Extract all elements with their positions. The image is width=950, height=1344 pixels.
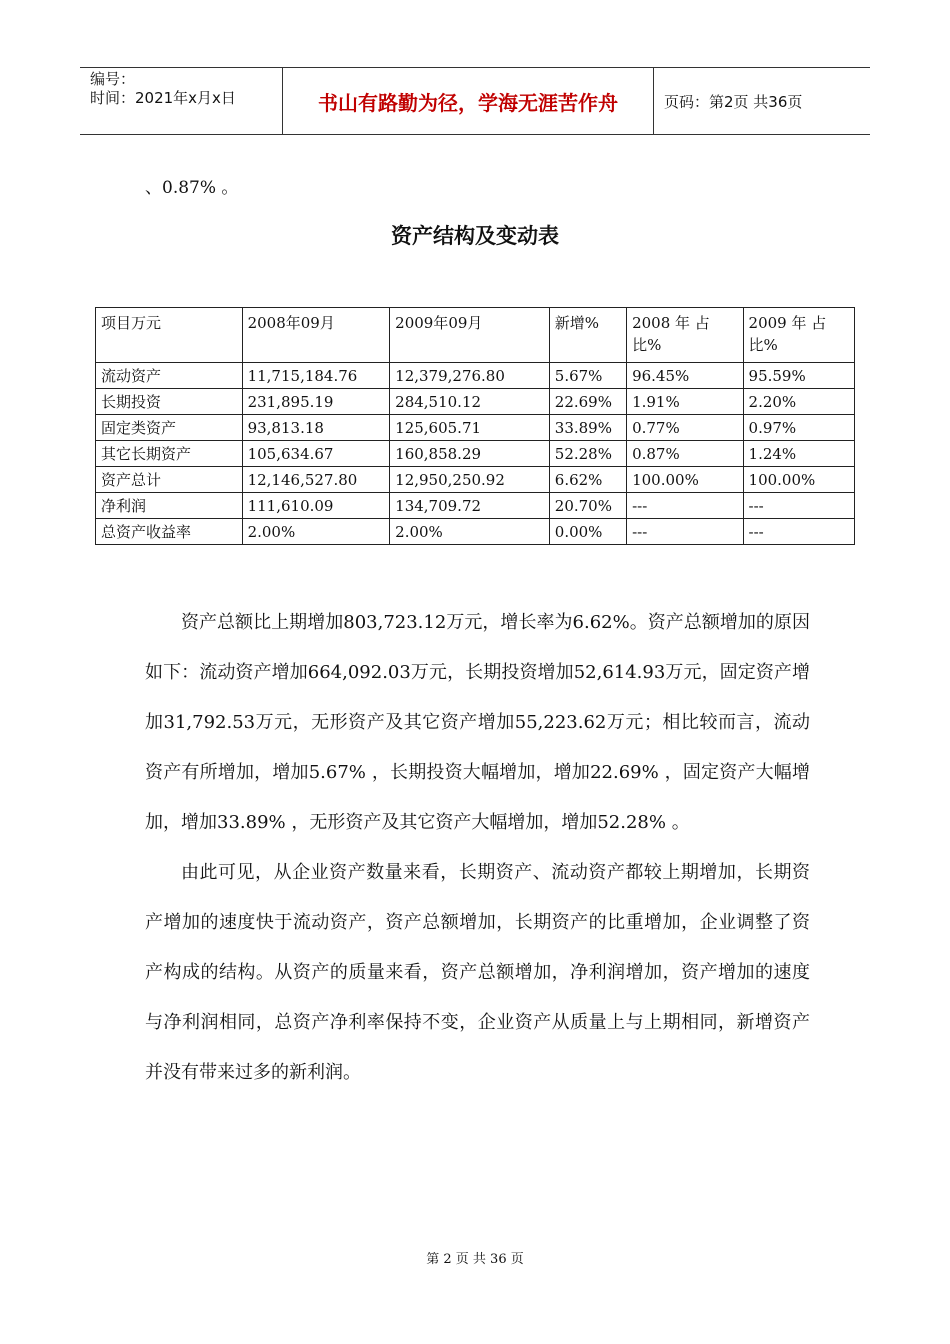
table-header-cell: 2008年09月 <box>242 308 390 363</box>
table-header-cell: 项目万元 <box>96 308 243 363</box>
table-cell: 134,709.72 <box>390 493 550 519</box>
table-row <box>96 519 855 545</box>
table-cell: --- <box>627 519 743 545</box>
header-motto: 书山有路勤为径，学海无涯苦作舟 <box>282 68 654 134</box>
table-cell: 0.97% <box>743 415 854 441</box>
table-cell: 流动资产 <box>96 363 243 389</box>
table-cell: 20.70% <box>549 493 626 519</box>
table-title: 资产结构及变动表 <box>391 224 559 248</box>
table-cell: 总资产收益率 <box>96 519 243 545</box>
body-text <box>145 598 810 1098</box>
table-cell: 11,715,184.76 <box>242 363 390 389</box>
table-cell: --- <box>743 519 854 545</box>
table-cell: 100.00% <box>743 467 854 493</box>
table-header-cell: 新增% <box>549 308 626 363</box>
table-cell: 2.20% <box>743 389 854 415</box>
table-row <box>96 389 855 415</box>
page-footer: 第 2 页 共 36 页 <box>426 1252 524 1267</box>
table-cell: --- <box>627 493 743 519</box>
table-cell: 0.00% <box>549 519 626 545</box>
table-cell: 5.67% <box>549 363 626 389</box>
table-cell: 12,146,527.80 <box>242 467 390 493</box>
table-cell: 160,858.29 <box>390 441 550 467</box>
table-header-cell: 2009年09月 <box>390 308 550 363</box>
table-cell: 231,895.19 <box>242 389 390 415</box>
table-cell: 52.28% <box>549 441 626 467</box>
table-cell: 95.59% <box>743 363 854 389</box>
table-cell: 22.69% <box>549 389 626 415</box>
table-cell: 0.77% <box>627 415 743 441</box>
table-cell: 1.91% <box>627 389 743 415</box>
table-cell: 2.00% <box>242 519 390 545</box>
table-cell: 资产总计 <box>96 467 243 493</box>
document-time-label: 时间：2021年x月x日 <box>90 89 236 107</box>
table-cell: --- <box>743 493 854 519</box>
asset-structure-table <box>95 307 855 545</box>
table-row <box>96 415 855 441</box>
header-meta <box>80 68 282 134</box>
document-number-label: 编号： <box>90 70 136 88</box>
table-cell: 0.87% <box>627 441 743 467</box>
table-row <box>96 363 855 389</box>
table-cell: 其它长期资产 <box>96 441 243 467</box>
table-header-cell: 2009 年 占比% <box>743 308 854 363</box>
table-cell: 长期投资 <box>96 389 243 415</box>
table-header-cell: 2008 年 占比% <box>627 308 743 363</box>
table-header-row <box>96 308 855 363</box>
table-cell: 96.45% <box>627 363 743 389</box>
header-page-code: 页码：第2页 共36页 <box>664 92 803 111</box>
table-cell: 125,605.71 <box>390 415 550 441</box>
table-cell: 净利润 <box>96 493 243 519</box>
table-cell: 111,610.09 <box>242 493 390 519</box>
paragraph: 资产总额比上期增加803,723.12万元，增长率为6.62%。资产总额增加的原因如下：流动资产增加664,092.03万元，长期投资增加52,614.93万元，固定资产增加31,792.53万元，无形资产及其它资产增加55,223.62万元；相比较而言，流动资产有所增加，增加5.67% ，长期投资大幅增加，增加22.69% ，固定资产大幅增加，增加33.89% ，无形资产及其它资产大幅增加，增加52.28% 。 <box>145 612 810 833</box>
table-cell: 100.00% <box>627 467 743 493</box>
table-cell: 33.89% <box>549 415 626 441</box>
table-cell: 固定类资产 <box>96 415 243 441</box>
table-row <box>96 441 855 467</box>
table-cell: 284,510.12 <box>390 389 550 415</box>
table-cell: 1.24% <box>743 441 854 467</box>
table-row <box>96 467 855 493</box>
table-cell: 2.00% <box>390 519 550 545</box>
table-row <box>96 493 855 519</box>
table-cell: 12,379,276.80 <box>390 363 550 389</box>
text-fragment: 、0.87% 。 <box>145 178 239 198</box>
page-header <box>80 67 870 135</box>
table-cell: 12,950,250.92 <box>390 467 550 493</box>
table-cell: 93,813.18 <box>242 415 390 441</box>
paragraph: 由此可见，从企业资产数量来看，长期资产、流动资产都较上期增加，长期资产增加的速度快于流动资产，资产总额增加，长期资产的比重增加，企业调整了资产构成的结构。从资产的质量来看，资产总额增加，净利润增加，资产增加的速度与净利润相同，总资产净利率保持不变，企业资产从质量上与上期相同，新增资产并没有带来过多的新利润。 <box>145 862 810 1083</box>
table-cell: 105,634.67 <box>242 441 390 467</box>
table-cell: 6.62% <box>549 467 626 493</box>
